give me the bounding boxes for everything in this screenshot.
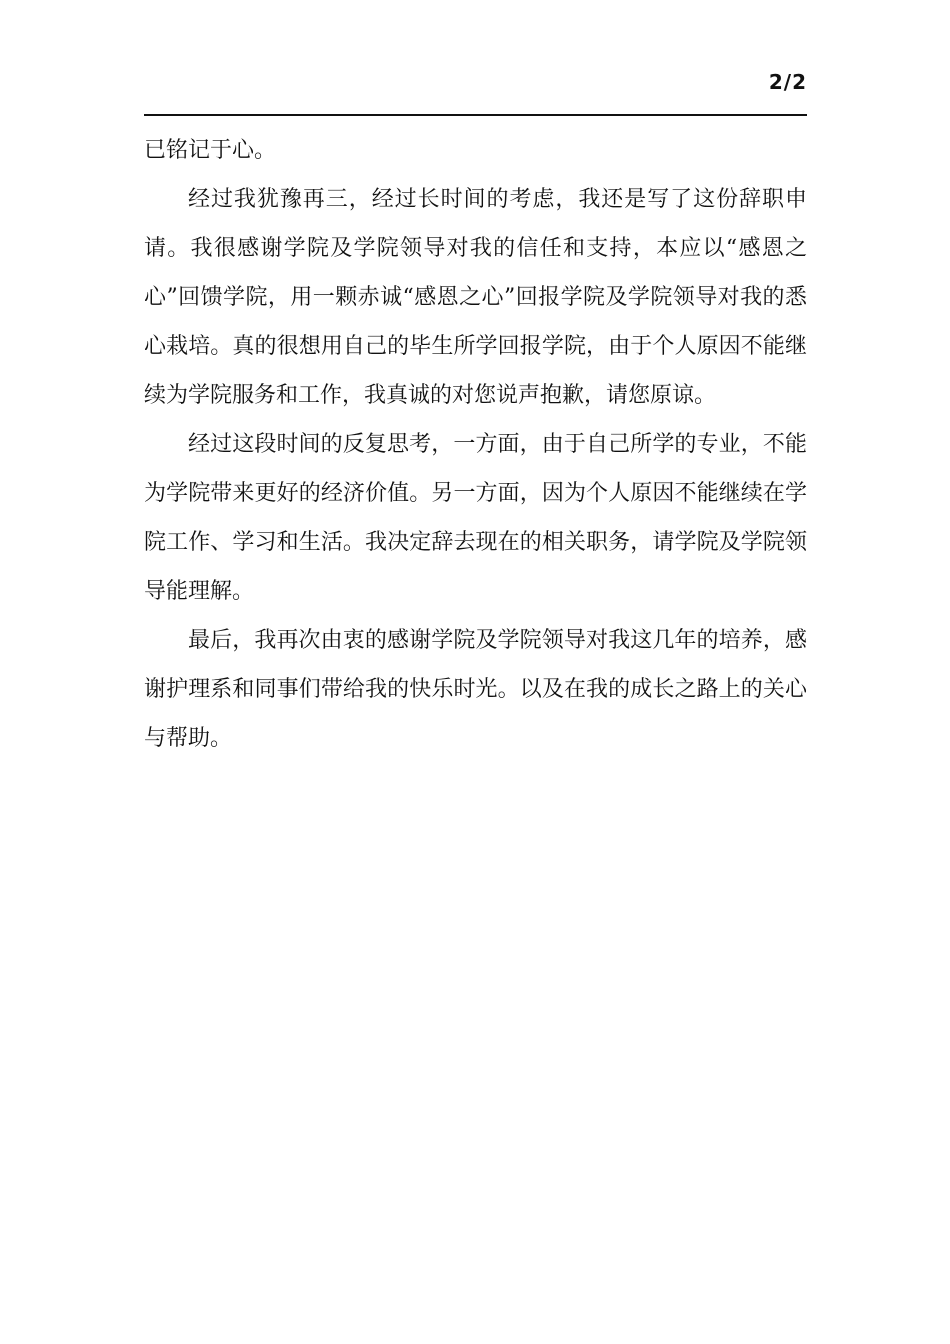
paragraph-closing-thanks: 最后，我再次由衷的感谢学院及学院领导对我这几年的培养，感谢护理系和同事们带给我的快乐时光。以及在我的成长之路上的关心与帮助。: [144, 628, 807, 751]
header-divider: [144, 114, 807, 116]
paragraph-decision: 经过这段时间的反复思考，一方面，由于自己所学的专业，不能为学院带来更好的经济价值。另一方面，因为个人原因不能继续在学院工作、学习和生活。我决定辞去现在的相关职务，请学院及学院领导能理解。: [144, 432, 807, 604]
document-body: [144, 126, 807, 763]
paragraph-continuation: 已铭记于心。: [144, 138, 277, 163]
page-number: 2/2: [768, 70, 807, 94]
paragraph-resignation-reason: 经过我犹豫再三，经过长时间的考虑，我还是写了这份辞职申请。我很感谢学院及学院领导对我的信任和支持，本应以“感恩之心”回馈学院，用一颗赤诚“感恩之心”回报学院及学院领导对我的悉心栽培。真的很想用自己的毕生所学回报学院，由于个人原因不能继续为学院服务和工作，我真诚的对您说声抱歉，请您原谅。: [144, 187, 807, 408]
